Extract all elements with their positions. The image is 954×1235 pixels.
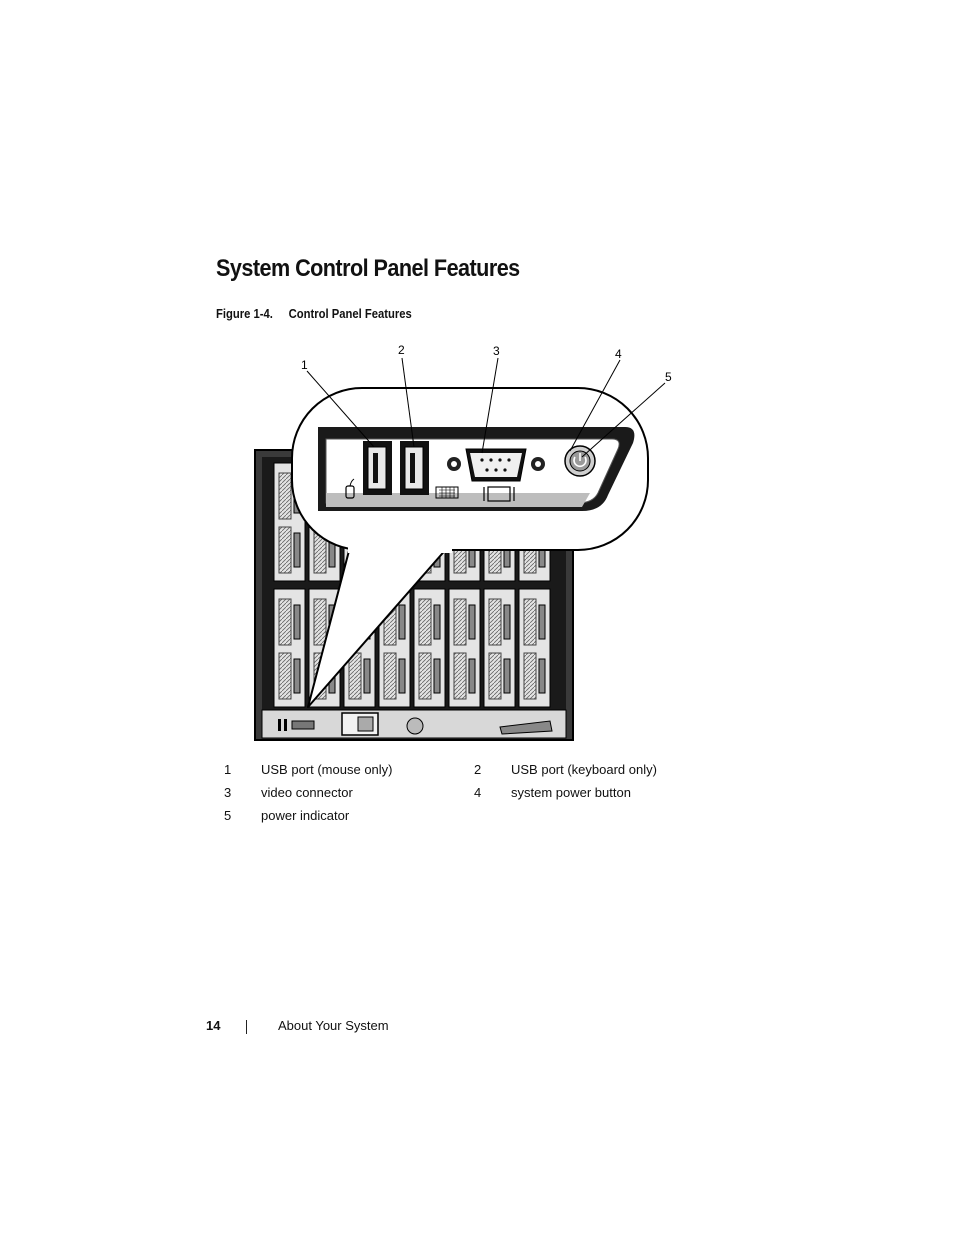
legend-label: USB port (keyboard only) (511, 762, 657, 777)
control-panel-figure (230, 335, 700, 750)
callout-1: 1 (301, 358, 308, 372)
power-button (565, 446, 595, 476)
legend-number: 3 (224, 785, 232, 800)
usb-port-keyboard (400, 441, 429, 495)
figure-label: Figure 1-4. (216, 307, 273, 321)
blade-module (414, 589, 445, 707)
callout-5: 5 (665, 370, 672, 384)
page-footer (206, 1018, 606, 1036)
page-number: 14 (206, 1018, 221, 1033)
callout-3: 3 (493, 344, 500, 358)
figure-title: Control Panel Features (288, 307, 412, 321)
blade-module (484, 589, 515, 707)
callout-2: 2 (398, 343, 405, 357)
blade-module (274, 589, 305, 707)
callout-4: 4 (615, 347, 622, 361)
legend-label: USB port (mouse only) (261, 762, 393, 777)
legend-number: 1 (224, 762, 232, 777)
figure-caption (216, 307, 412, 321)
footer-separator (246, 1020, 247, 1034)
control-panel-illustration (230, 335, 700, 750)
footer-section-title: About Your System (278, 1018, 389, 1033)
legend-number: 2 (474, 762, 482, 777)
blade-module (519, 589, 550, 707)
legend-number: 4 (474, 785, 482, 800)
legend-number: 5 (224, 808, 232, 823)
legend-label: system power button (511, 785, 631, 800)
legend-label: video connector (261, 785, 353, 800)
page-heading: System Control Panel Features (216, 255, 520, 282)
legend-label: power indicator (261, 808, 350, 823)
blade-module (449, 589, 480, 707)
usb-port-mouse (363, 441, 392, 495)
